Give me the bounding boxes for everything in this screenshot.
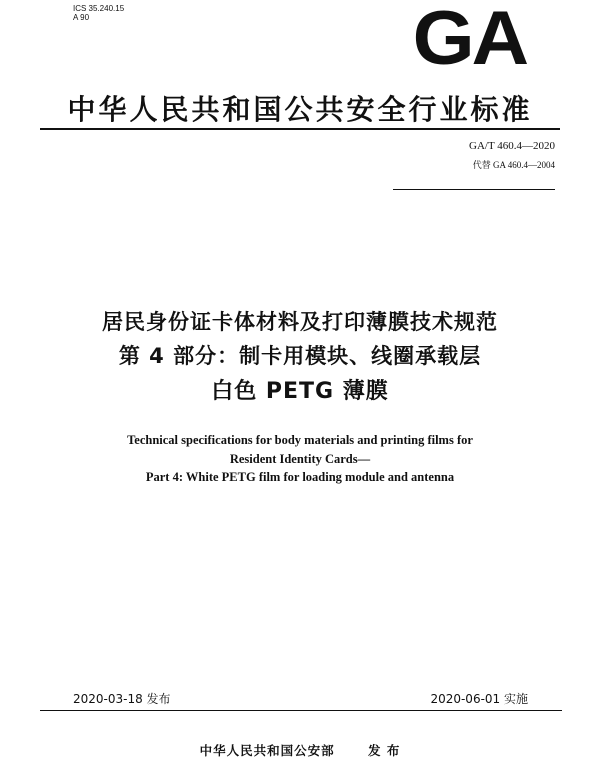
english-title-line-3: Part 4: White PETG film for loading module and antenna (145, 470, 455, 484)
issuer-line (0, 741, 600, 759)
issue-label: 发 布 (368, 743, 401, 758)
standard-type-title: 中华人民共和国公共安全行业标准 (67, 93, 533, 126)
standard-number: GA/T 460.4—2020 (469, 140, 555, 152)
publish-date: 2020-03-18 发布 (73, 692, 171, 706)
english-title-line-2: Resident Identity Cards— (229, 452, 371, 466)
implement-date: 2020-06-01 实施 (430, 692, 528, 706)
issuer-name: 中华人民共和国公安部 (199, 743, 335, 758)
chinese-title-line-2: 第 4 部分：制卡用模块、线圈承载层 (118, 344, 482, 368)
footer-divider (40, 710, 562, 711)
english-title-line-1: Technical specifications for body materials and printing films for (127, 433, 473, 447)
header-divider (40, 128, 560, 130)
ccs-code: A 90 (73, 13, 90, 22)
replaces-standard: 代替 GA 460.4—2004 (472, 160, 555, 170)
standard-number-divider (393, 189, 555, 190)
chinese-title-line-3: 白色 PETG 薄膜 (211, 379, 389, 404)
ga-logo: GA (412, 0, 526, 81)
ics-classification (73, 4, 124, 22)
ics-code: ICS 35.240.15 (73, 4, 125, 13)
chinese-title-line-1: 居民身份证卡体材料及打印薄膜技术规范 (102, 310, 498, 334)
